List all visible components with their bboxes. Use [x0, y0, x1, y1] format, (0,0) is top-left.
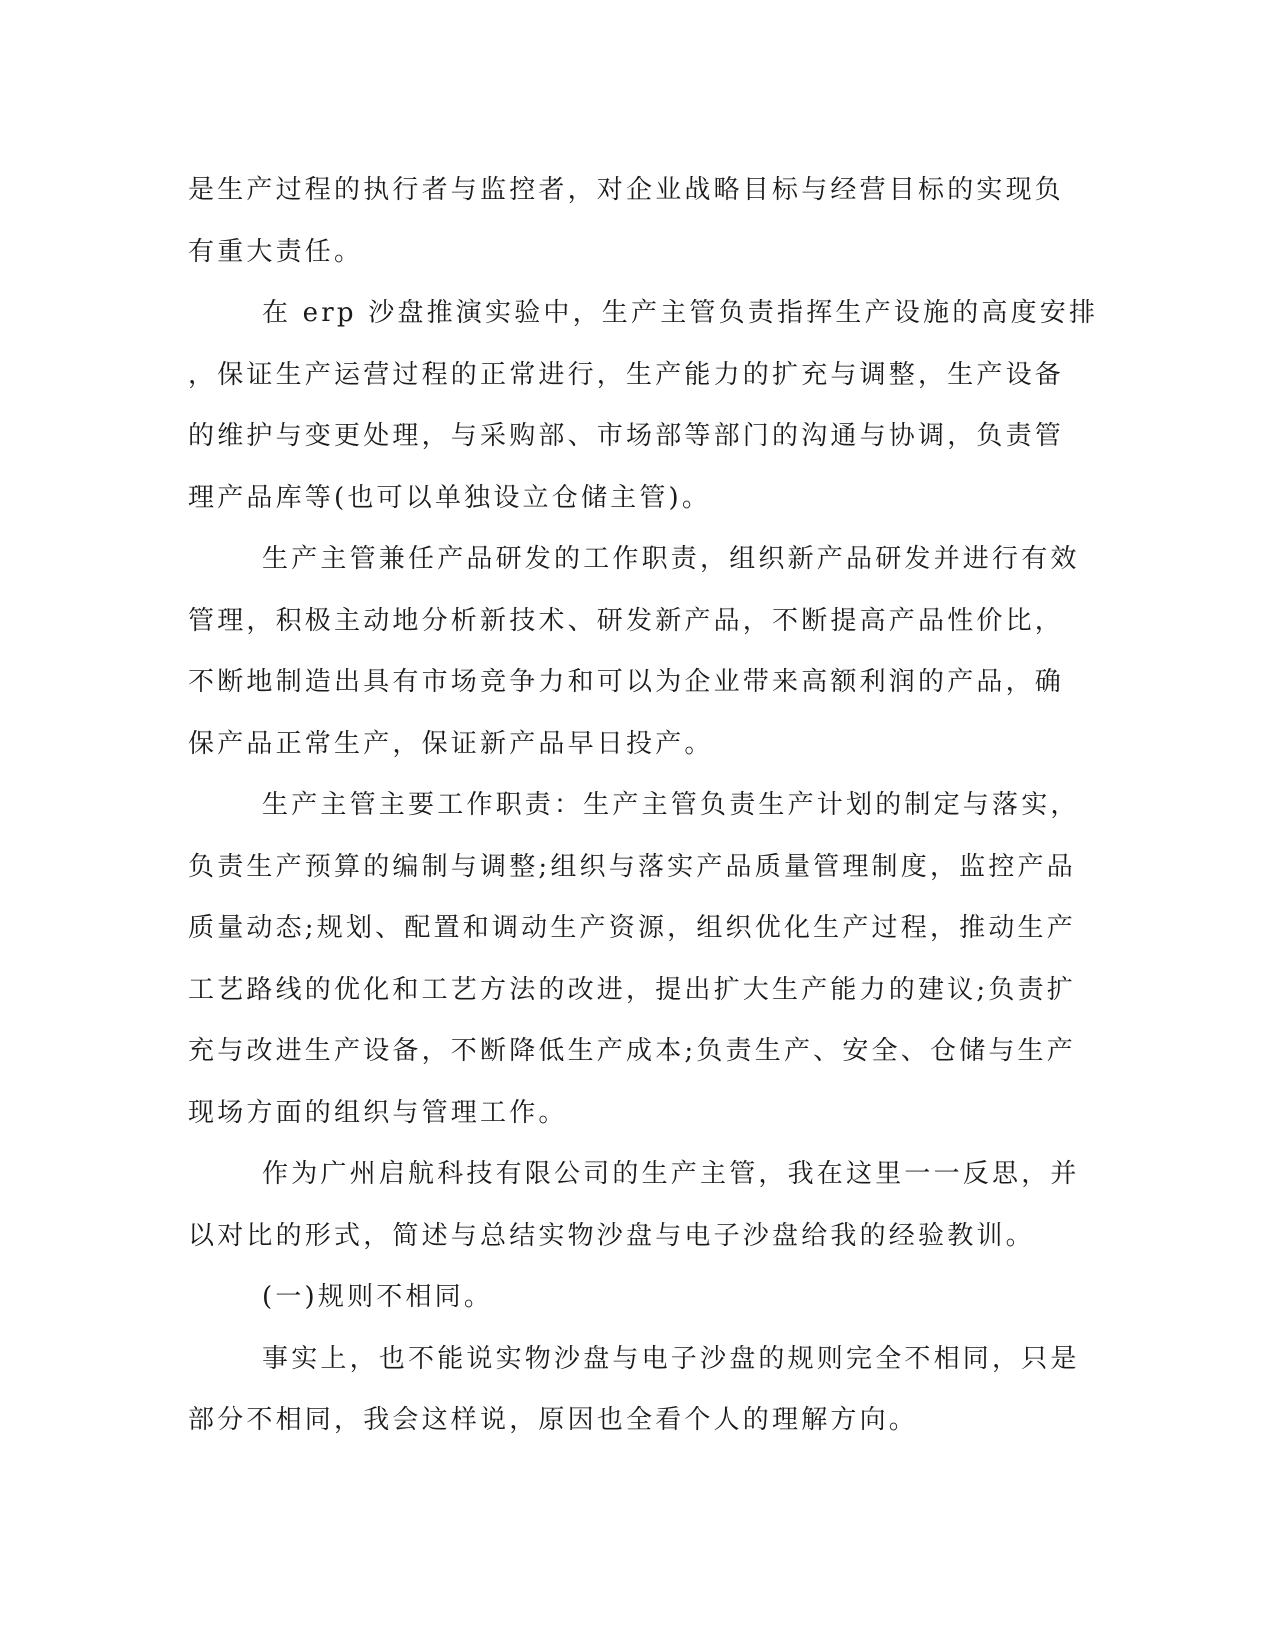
text-line: 质量动态;规划、配置和调动生产资源，组织优化生产过程，推动生产 — [188, 913, 1076, 943]
text-line: 保产品正常生产，保证新产品早日投产。 — [188, 728, 714, 759]
text-line: 生产主管兼任产品研发的工作职责，组织新产品研发并进行有效 — [262, 544, 1080, 574]
text-line: 负责生产预算的编制与调整;组织与落实产品质量管理制度，监控产品 — [188, 851, 1076, 882]
text-line: 不断地制造出具有市场竞争力和可以为企业带来高额利润的产品，确 — [188, 667, 1065, 697]
paragraph — [188, 1144, 1080, 1267]
text-line: ，保证生产运营过程的正常进行，生产能力的扩充与调整，生产设备 — [188, 359, 1065, 390]
paragraph — [188, 160, 1068, 283]
text-line: 充与改进生产设备，不断降低生产成本;负责生产、安全、仓储与生产 — [188, 1036, 1076, 1066]
section-heading: (一)规则不相同。 — [262, 1282, 494, 1312]
text-line: 部分不相同，我会这样说，原因也全看个人的理解方向。 — [188, 1405, 919, 1435]
text-line: 在 erp 沙盘推演实验中，生产主管负责指挥生产设施的高度安排 — [262, 298, 1099, 328]
text-line: 以对比的形式，简述与总结实物沙盘与电子沙盘给我的经验教训。 — [188, 1220, 1035, 1251]
paragraph — [188, 283, 1099, 529]
paragraph — [188, 1267, 1068, 1329]
text-line: 的维护与变更处理，与采购部、市场部等部门的沟通与协调，负责管 — [188, 421, 1065, 451]
paragraph — [188, 1329, 1080, 1452]
text-line: 有重大责任。 — [188, 236, 364, 267]
text-line: 工艺路线的优化和工艺方法的改进，提出扩大生产能力的建议;负责扩 — [188, 974, 1076, 1005]
paragraph — [188, 529, 1080, 775]
text-line: 作为广州启航科技有限公司的生产主管，我在这里一一反思，并 — [262, 1159, 1080, 1189]
document-body — [188, 160, 1099, 1452]
text-line: 是生产过程的执行者与监控者，对企业战略目标与经营目标的实现负 — [188, 175, 1065, 205]
text-line: 理产品库等(也可以单独设立仓储主管)。 — [188, 482, 712, 513]
paragraph — [188, 775, 1080, 1144]
text-line: 事实上，也不能说实物沙盘与电子沙盘的规则完全不相同，只是 — [262, 1343, 1080, 1374]
text-line: 生产主管主要工作职责：生产主管负责生产计划的制定与落实， — [262, 790, 1080, 820]
text-line: 管理，积极主动地分析新技术、研发新产品，不断提高产品性价比， — [188, 605, 1065, 636]
text-line: 现场方面的组织与管理工作。 — [188, 1097, 568, 1128]
